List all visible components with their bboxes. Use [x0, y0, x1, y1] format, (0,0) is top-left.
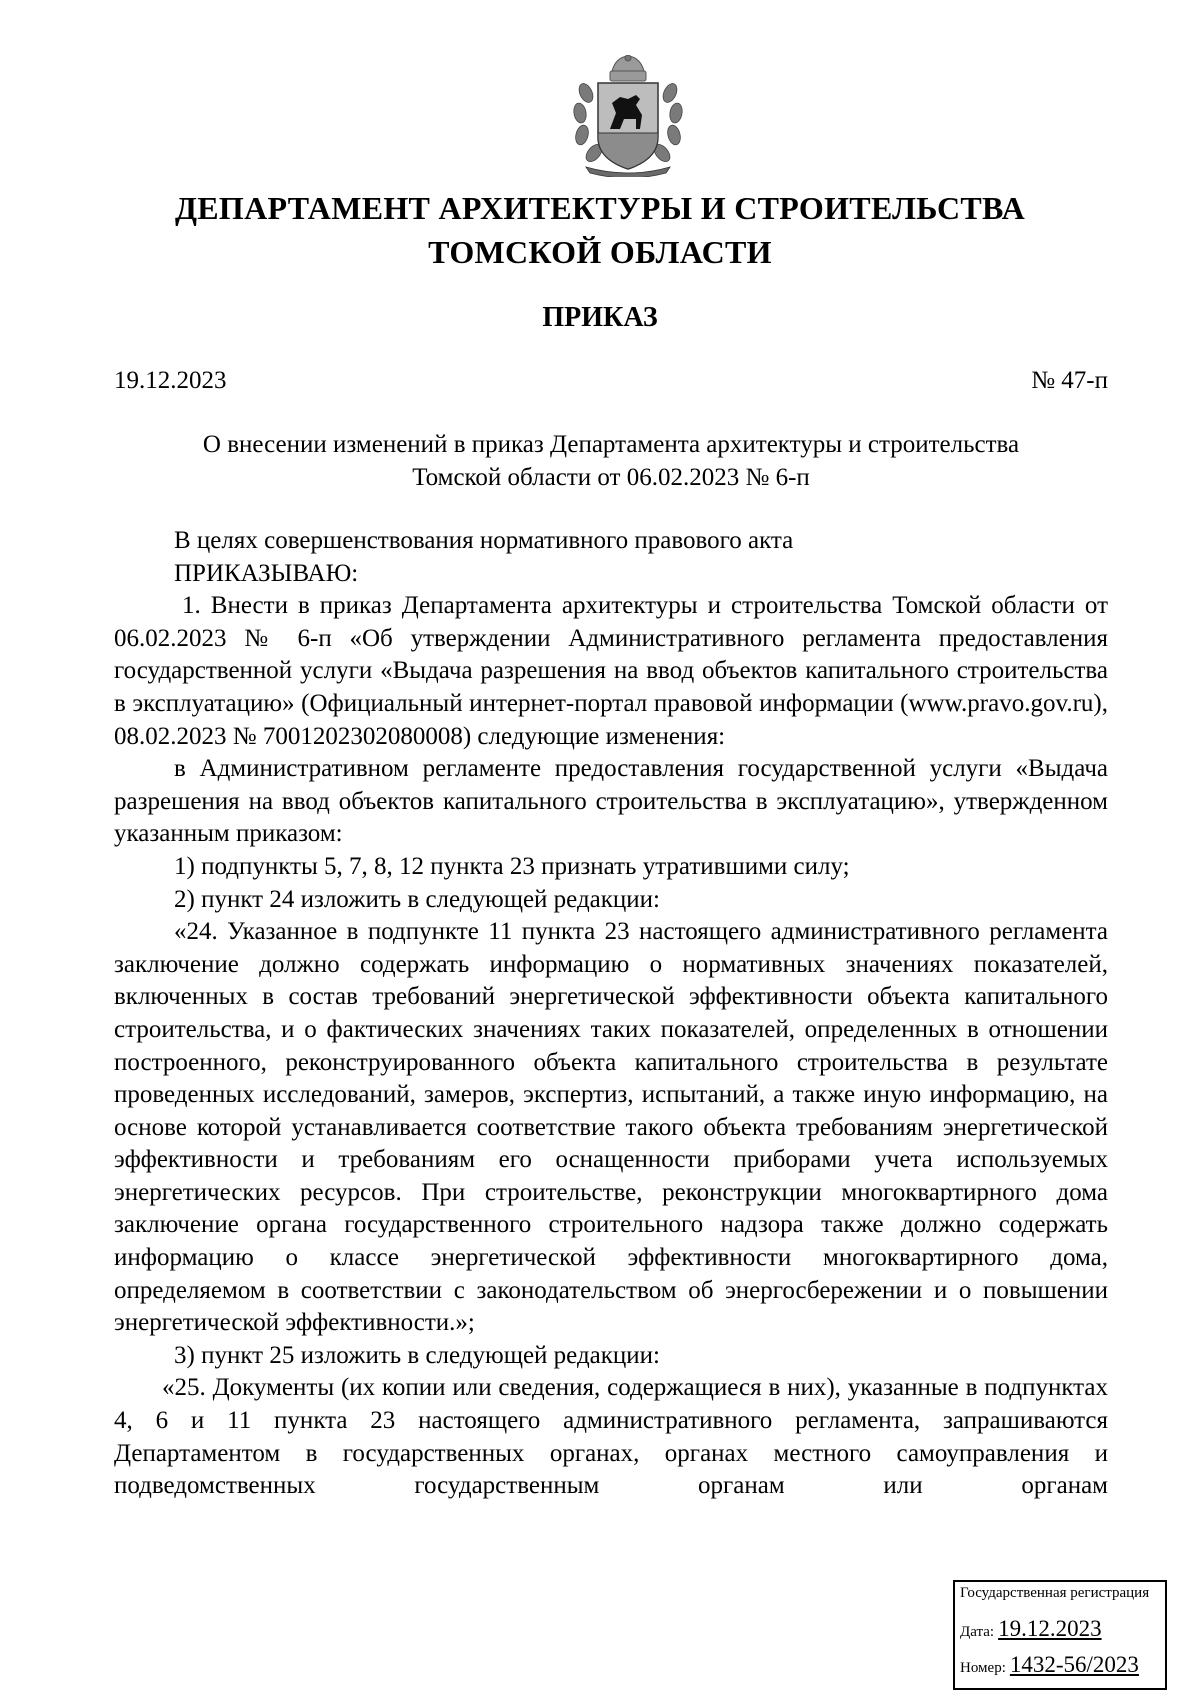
order-directive: ПРИКАЗЫВАЮ: [174, 559, 359, 587]
organization-name-line1: ДЕПАРТАМЕНТ АРХИТЕКТУРЫ И СТРОИТЕЛЬСТВА [174, 190, 1026, 226]
paragraph-regulation-intro: в Административном регламенте предоставления государственной услуги «Выдача разрешения на ввод объектов капитального строительства в эксплуатацию», утвержденном указанным приказом: [114, 755, 1108, 848]
paragraph-item-1: 1. Внести в приказ Департамента архитектуры и строительства Томской области от 06.02.2023 № 6-п «Об утверждении Административного регламента предоставления государственной услуги «Выдача разрешения на ввод объектов капитального строительства в эксплуатацию» (Официальный интернет-портал правовой информации (www.pravo.gov.ru), 08.02.2023 № 7001202302080008) следующие изменения: [114, 592, 1108, 750]
paragraph-subitem-2: 2) пункт 24 изложить в следующей редакции: [174, 885, 660, 913]
organization-name-line2: ТОМСКОЙ ОБЛАСТИ [428, 234, 772, 270]
order-body [114, 525, 1108, 1503]
order-subject [114, 428, 1108, 494]
paragraph-point-24: «24. Указанное в подпункте 11 пункта 23 настоящего административного регламента заключение должно содержать информацию о нормативных значениях показателей, включенных в состав требований энергетической эффективности объекта капитального строительства, и о фактических значениях таких показателей, определенных в отношении построенного, реконструированного объекта капитального строительства в результате проведенных исследований, замеров, экспертиз, испытаний, а также иную информацию, на основе которой устанавливается соответствие такого объекта требованиям энергетической эффективности и требованиям его оснащенности приборами учета используемых энергетических ресурсов. При строительстве, реконструкции многоквартирного дома заключение органа государственного строительного надзора также должно содержать информацию о классе энергетической эффективности многоквартирного дома, определяемом в соответствии с законодательством об энергосбережении и о повышении энергетической эффективности.»; [114, 918, 1108, 1337]
registration-stamp [953, 1580, 1167, 1690]
order-date: 19.12.2023 [114, 367, 227, 394]
registration-number-label: Номер: [960, 1660, 1006, 1676]
registration-date-label: Дата: [960, 1624, 995, 1640]
paragraph-subitem-3: 3) пункт 25 изложить в следующей редакции: [174, 1341, 660, 1369]
subject-line2: Томской области от 06.02.2023 № 6-п [412, 464, 810, 491]
document-type-title: ПРИКАЗ [542, 302, 658, 333]
paragraph-subitem-1: 1) подпункты 5, 7, 8, 12 пункта 23 признать утратившими силу; [174, 852, 850, 880]
registration-title: Государственная регистрация [960, 1585, 1150, 1601]
registration-number-value: 1432-56/2023 [1009, 1652, 1139, 1677]
coat-of-arms-icon [566, 55, 690, 177]
registration-date-row [960, 1616, 1102, 1642]
subject-line1: О внесении изменений в приказ Департамента архитектуры и строительства [202, 431, 1020, 458]
preamble-paragraph: В целях совершенствования нормативного правового акта [174, 527, 794, 554]
registration-number-row [960, 1652, 1139, 1678]
paragraph-point-25: «25. Документы (их копии или сведения, содержащиеся в них), указанные в подпунктах 4, 6 и 11 пункта 23 настоящего административного регламента, запрашиваются Департаментом в государственных органах, органах местного самоуправления и подведомственных государственным органам или органам [114, 1374, 1108, 1500]
registration-date-value: 19.12.2023 [998, 1616, 1102, 1641]
order-number: № 47-п [1031, 367, 1108, 394]
